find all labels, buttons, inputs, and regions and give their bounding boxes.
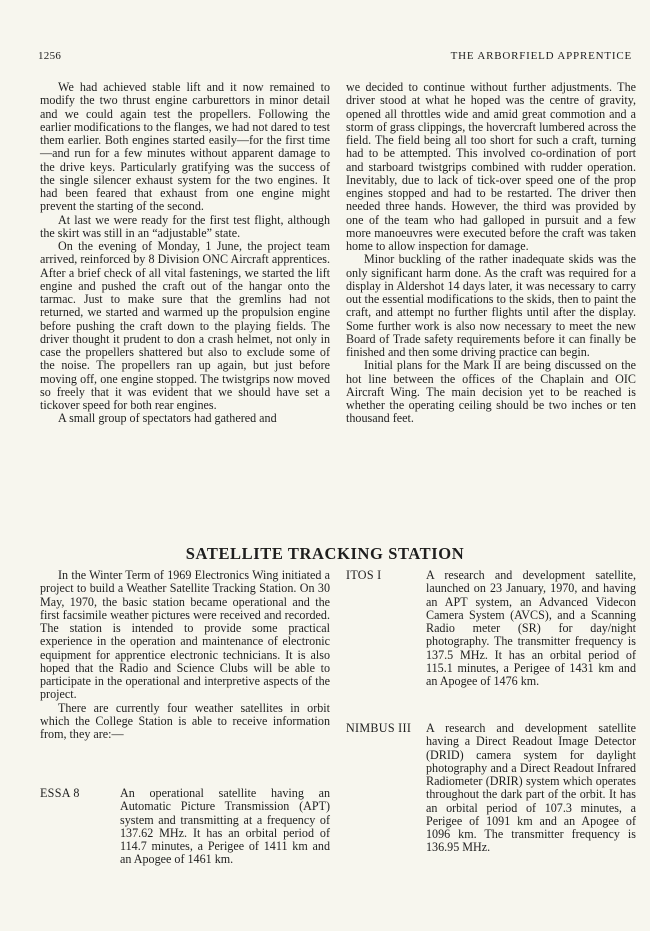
running-title: THE ARBORFIELD APPRENTICE bbox=[450, 50, 632, 62]
paragraph: There are currently four weather satellites in orbit which the College Station is able to receive information from, they are:— bbox=[40, 700, 330, 741]
paragraph: In the Winter Term of 1969 Electronics Wing initiated a project to build a Weather Satellite Tracking Station. On 30 May, 1970, the basic station became operational and the first facsimile weather pictures were received and recorded. The station is intended to provide some practical experience in the operation and maintenance of electronic equipment for apprentice electronic technicians. It is also hoped that the Radio and Science Clubs will be able to participate in the operational and interpretive aspects of the project. bbox=[40, 568, 330, 702]
satellite-description: A research and development satellite having a Direct Readout Image Detector (DRID) camera system for daylight photography and a Direct Readout Infrared Radiometer (DRIR) system which operates throughout the dark part of the orbit. It has an orbital period of 107.3 minutes, a Perigee of 1091 km and an Apogee of 1096 km. The transmitter frequency is 136.95 MHz. bbox=[426, 721, 636, 855]
paragraph: Minor buckling of the rather inadequate skids was the only significant harm done. As the craft was required for a display in Aldershot 14 days later, it was necessary to carry out the essential modifications to the skids, then to paint the craft, and attempt no further flights until after the display. Some further work is also now necessary to meet the new Board of Trade safety requirements before it can finally be finished and then some driving practice can begin. bbox=[346, 252, 636, 359]
satellite-description: A research and development satellite, launched on 23 January, 1970, and having an APT system, an Advanced Videcon Camera System (AVCS), and a Scanning Radio meter (SR) for day/night photography. The transmitter frequency is 137.5 MHz. It has an orbital period of 115.1 minutes, a Perigee of 1431 km and an Apogee of 1476 km. bbox=[426, 568, 636, 688]
section-title: SATELLITE TRACKING STATION bbox=[185, 544, 465, 563]
article-column-left bbox=[40, 81, 330, 426]
paragraph: On the evening of Monday, 1 June, the project team arrived, reinforced by 8 Division ONC Aircraft apprentices. After a brief check of all vital fastenings, we started the lift engine and pushed the craft out of the hangar onto the tarmac. Just to make sure that the gremlins had not returned, we started and warmed up the propulsion engine before pushing the craft down to the playing fields. The driver thought it prudent to don a crash helmet, not only in case the propellers shattered but also to exclude some of the noise. The propellers ran up again, but just before moving off, one engine stopped. The twistgrips now moved so freely that it was evident that we should have set a tickover speed for both rear engines. bbox=[40, 239, 330, 412]
satellite-name: ITOS I bbox=[346, 568, 382, 582]
satellite-description: An operational satellite having an Automatic Picture Transmission (APT) system and transmitting at a frequency of 137.62 MHz. It has an orbital period of 114.7 minutes, a Perigee of 1411 km and an Apogee of 1461 km. bbox=[120, 786, 330, 867]
article-column-right bbox=[346, 81, 636, 426]
satellite-name: ESSA 8 bbox=[40, 786, 80, 800]
paragraph: we decided to continue without further adjustments. The driver stood at what he hoped was the centre of gravity, opened all throttles wide and amid great commotion and a storm of grass clippings, the hovercraft lumbered across the field. The field being all too short for such a craft, turning had to be attempted. This involved co-ordination of port and starboard twistgrips combined with rudder operation. Inevitably, due to lack of tick-over speed one of the prop engines stopped and had to be restarted. The driver then needed three hands. However, the third was provided by one of the team who had galloped in pursuit and a few more manoeuvres were executed before the craft was taken home to allow inspection for damage. bbox=[346, 80, 636, 253]
paragraph: At last we were ready for the first test flight, although the skirt was still in an “adjustable” state. bbox=[40, 212, 330, 240]
paragraph: A small group of spectators had gathered and bbox=[58, 411, 277, 426]
section-intro bbox=[40, 569, 330, 741]
paragraph: We had achieved stable lift and it now remained to modify the two thrust engine carburettors in minor detail and we could again test the propellers. Following the earlier modifications to the flanges, we had not dared to test them earlier. Both engines started easily—for the first time—and run for a few minutes without apparent damage to the drive keys. Particularly gratifying was the success of the single silencer exhaust system for the two engines. It had been feared that exhaust from one engine might prevent the starting of the second. bbox=[40, 80, 330, 214]
page-number: 1256 bbox=[38, 50, 62, 62]
paragraph: Initial plans for the Mark II are being discussed on the hot line between the offices of the Chaplain and OIC Aircraft Wing. The main decision yet to be reached is whether the operating ceiling should be two inches or ten thousand feet. bbox=[346, 358, 636, 426]
satellite-name: NIMBUS III bbox=[346, 721, 412, 735]
